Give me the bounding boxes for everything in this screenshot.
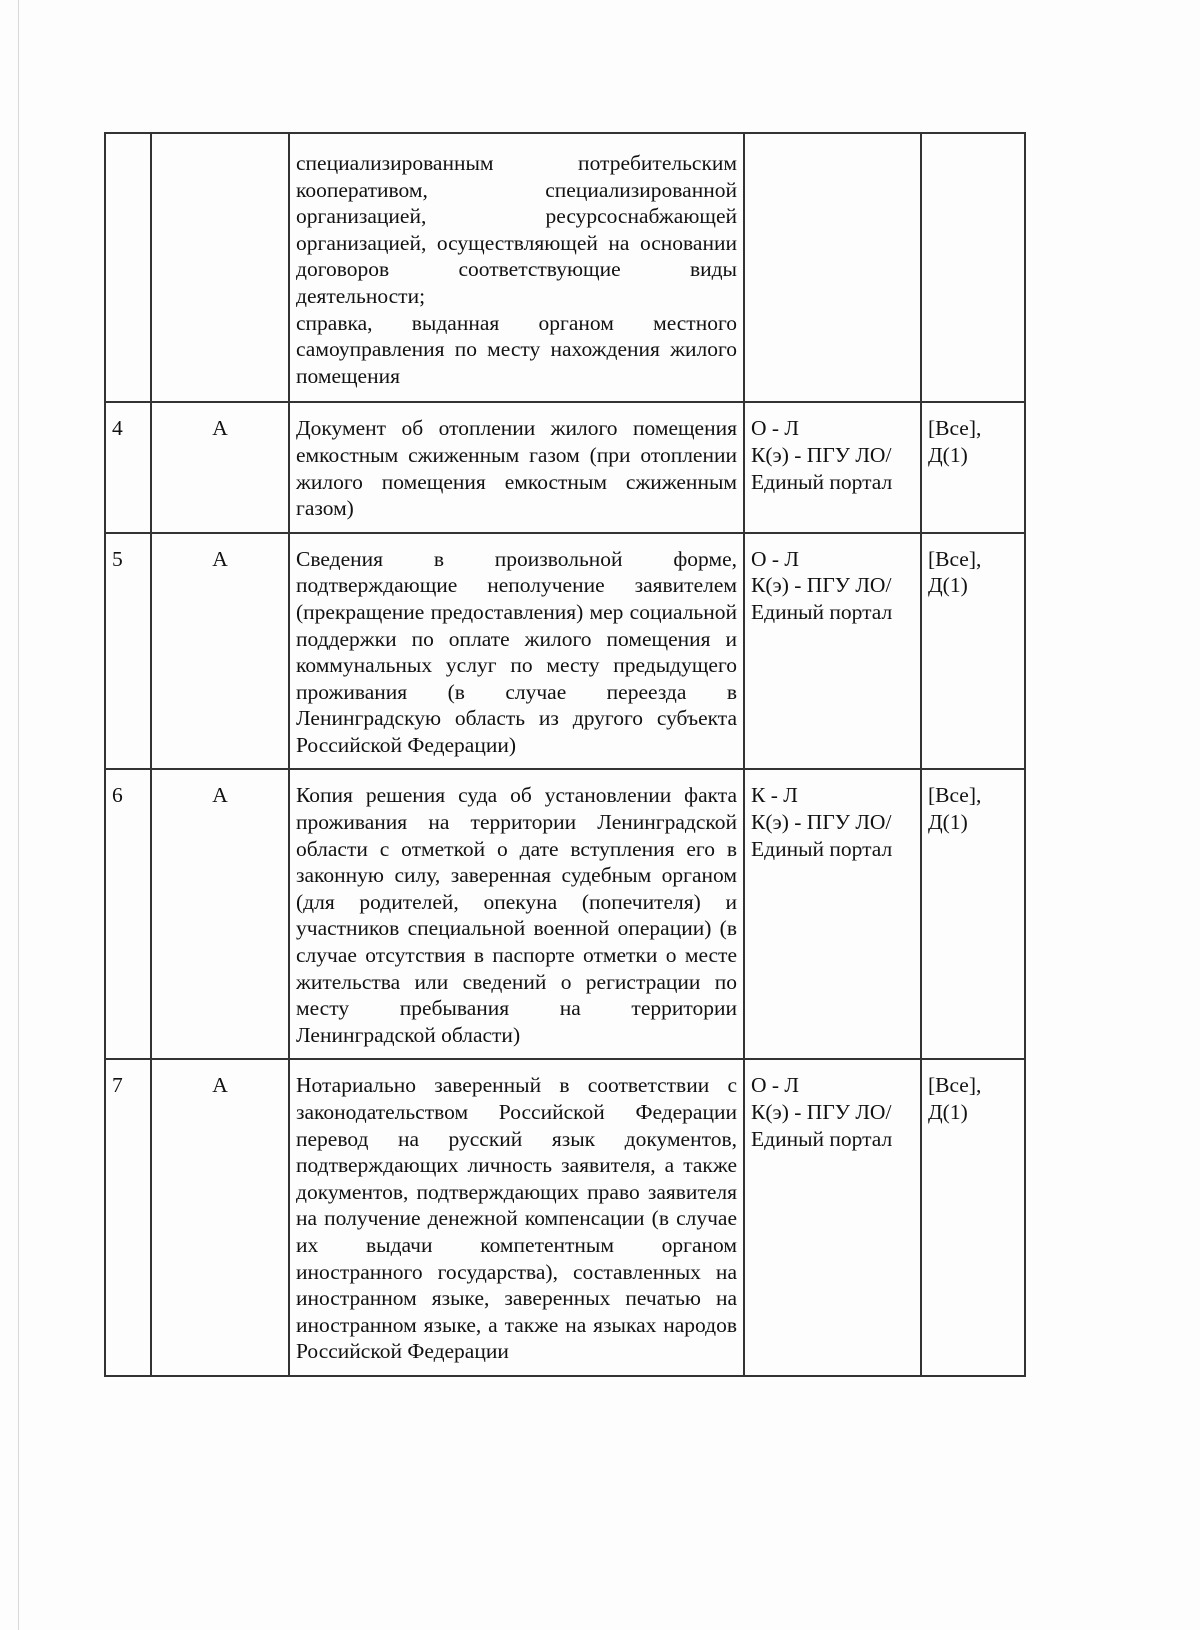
document-paragraph: специализированным потребительским кооперативом, специализированной организацией, ресурсоснабжающей организацией, осуществляющей на основании договоров соответствующие виды деятельности; bbox=[296, 151, 737, 308]
table-row bbox=[105, 133, 1025, 402]
table-row bbox=[105, 769, 1025, 1059]
category-cell: А bbox=[151, 1059, 289, 1376]
document-paragraph: Копия решения суда об установлении факта проживания на территории Ленинградской области с отметкой о дате вступления его в законную силу, заверенная судебным органом (для родителей, опекуна (попечителя) и участников специальной военной операции) (в случае отсутствия в паспорте отметки о месте жительства или сведений о регистрации по месту пребывания на территории Ленинградской области) bbox=[296, 783, 737, 1047]
document-description-cell bbox=[289, 533, 744, 770]
submission-form-cell: О - Л К(э) - ПГУ ЛО/Единый портал bbox=[744, 533, 921, 770]
document-description-cell bbox=[289, 1059, 744, 1376]
submission-form-cell: О - Л К(э) - ПГУ ЛО/Единый портал bbox=[744, 402, 921, 532]
category-cell: А bbox=[151, 769, 289, 1059]
scan-edge-line bbox=[18, 0, 19, 1630]
applicant-category-cell bbox=[921, 133, 1025, 402]
category-cell: А bbox=[151, 402, 289, 532]
document-paragraph: справка, выданная органом местного самоуправления по месту нахождения жилого помещения bbox=[296, 310, 737, 388]
row-number-cell: 7 bbox=[105, 1059, 151, 1376]
table-row bbox=[105, 402, 1025, 532]
applicant-category-cell: [Все], Д(1) bbox=[921, 533, 1025, 770]
table-row bbox=[105, 1059, 1025, 1376]
row-number-cell: 4 bbox=[105, 402, 151, 532]
applicant-category-cell: [Все], Д(1) bbox=[921, 1059, 1025, 1376]
document-description-cell bbox=[289, 769, 744, 1059]
submission-form-cell: О - Л К(э) - ПГУ ЛО/Единый портал bbox=[744, 1059, 921, 1376]
row-number-cell: 5 bbox=[105, 533, 151, 770]
submission-form-cell bbox=[744, 133, 921, 402]
document-description-cell bbox=[289, 133, 744, 402]
category-cell bbox=[151, 133, 289, 402]
table-row bbox=[105, 533, 1025, 770]
documents-table bbox=[104, 132, 1026, 1377]
submission-form-cell: К - Л К(э) - ПГУ ЛО/Единый портал bbox=[744, 769, 921, 1059]
row-number-cell bbox=[105, 133, 151, 402]
document-paragraph: Документ об отоплении жилого помещения емкостным сжиженным газом (при отоплении жилого помещения емкостным сжиженным газом) bbox=[296, 416, 737, 521]
category-cell: А bbox=[151, 533, 289, 770]
document-paragraph: Нотариально заверенный в соответствии с законодательством Российской Федерации перевод на русский язык документов, подтверждающих личность заявителя, а также документов, подтверждающих право заявителя на получение денежной компенсации (в случае их выдачи компетентным органом иностранного государства), составленных на иностранном языке, заверенных печатью на иностранном языке, а также на языках народов Российской Федерации bbox=[296, 1073, 737, 1364]
applicant-category-cell: [Все], Д(1) bbox=[921, 769, 1025, 1059]
document-paragraph: Сведения в произвольной форме, подтверждающие неполучение заявителем (прекращение предоставления) мер социальной поддержки по оплате жилого помещения и коммунальных услуг по месту предыдущего проживания (в случае переезда в Ленинградскую область из другого субъекта Российской Федерации) bbox=[296, 546, 737, 757]
document-description-cell bbox=[289, 402, 744, 532]
applicant-category-cell: [Все], Д(1) bbox=[921, 402, 1025, 532]
row-number-cell: 6 bbox=[105, 769, 151, 1059]
